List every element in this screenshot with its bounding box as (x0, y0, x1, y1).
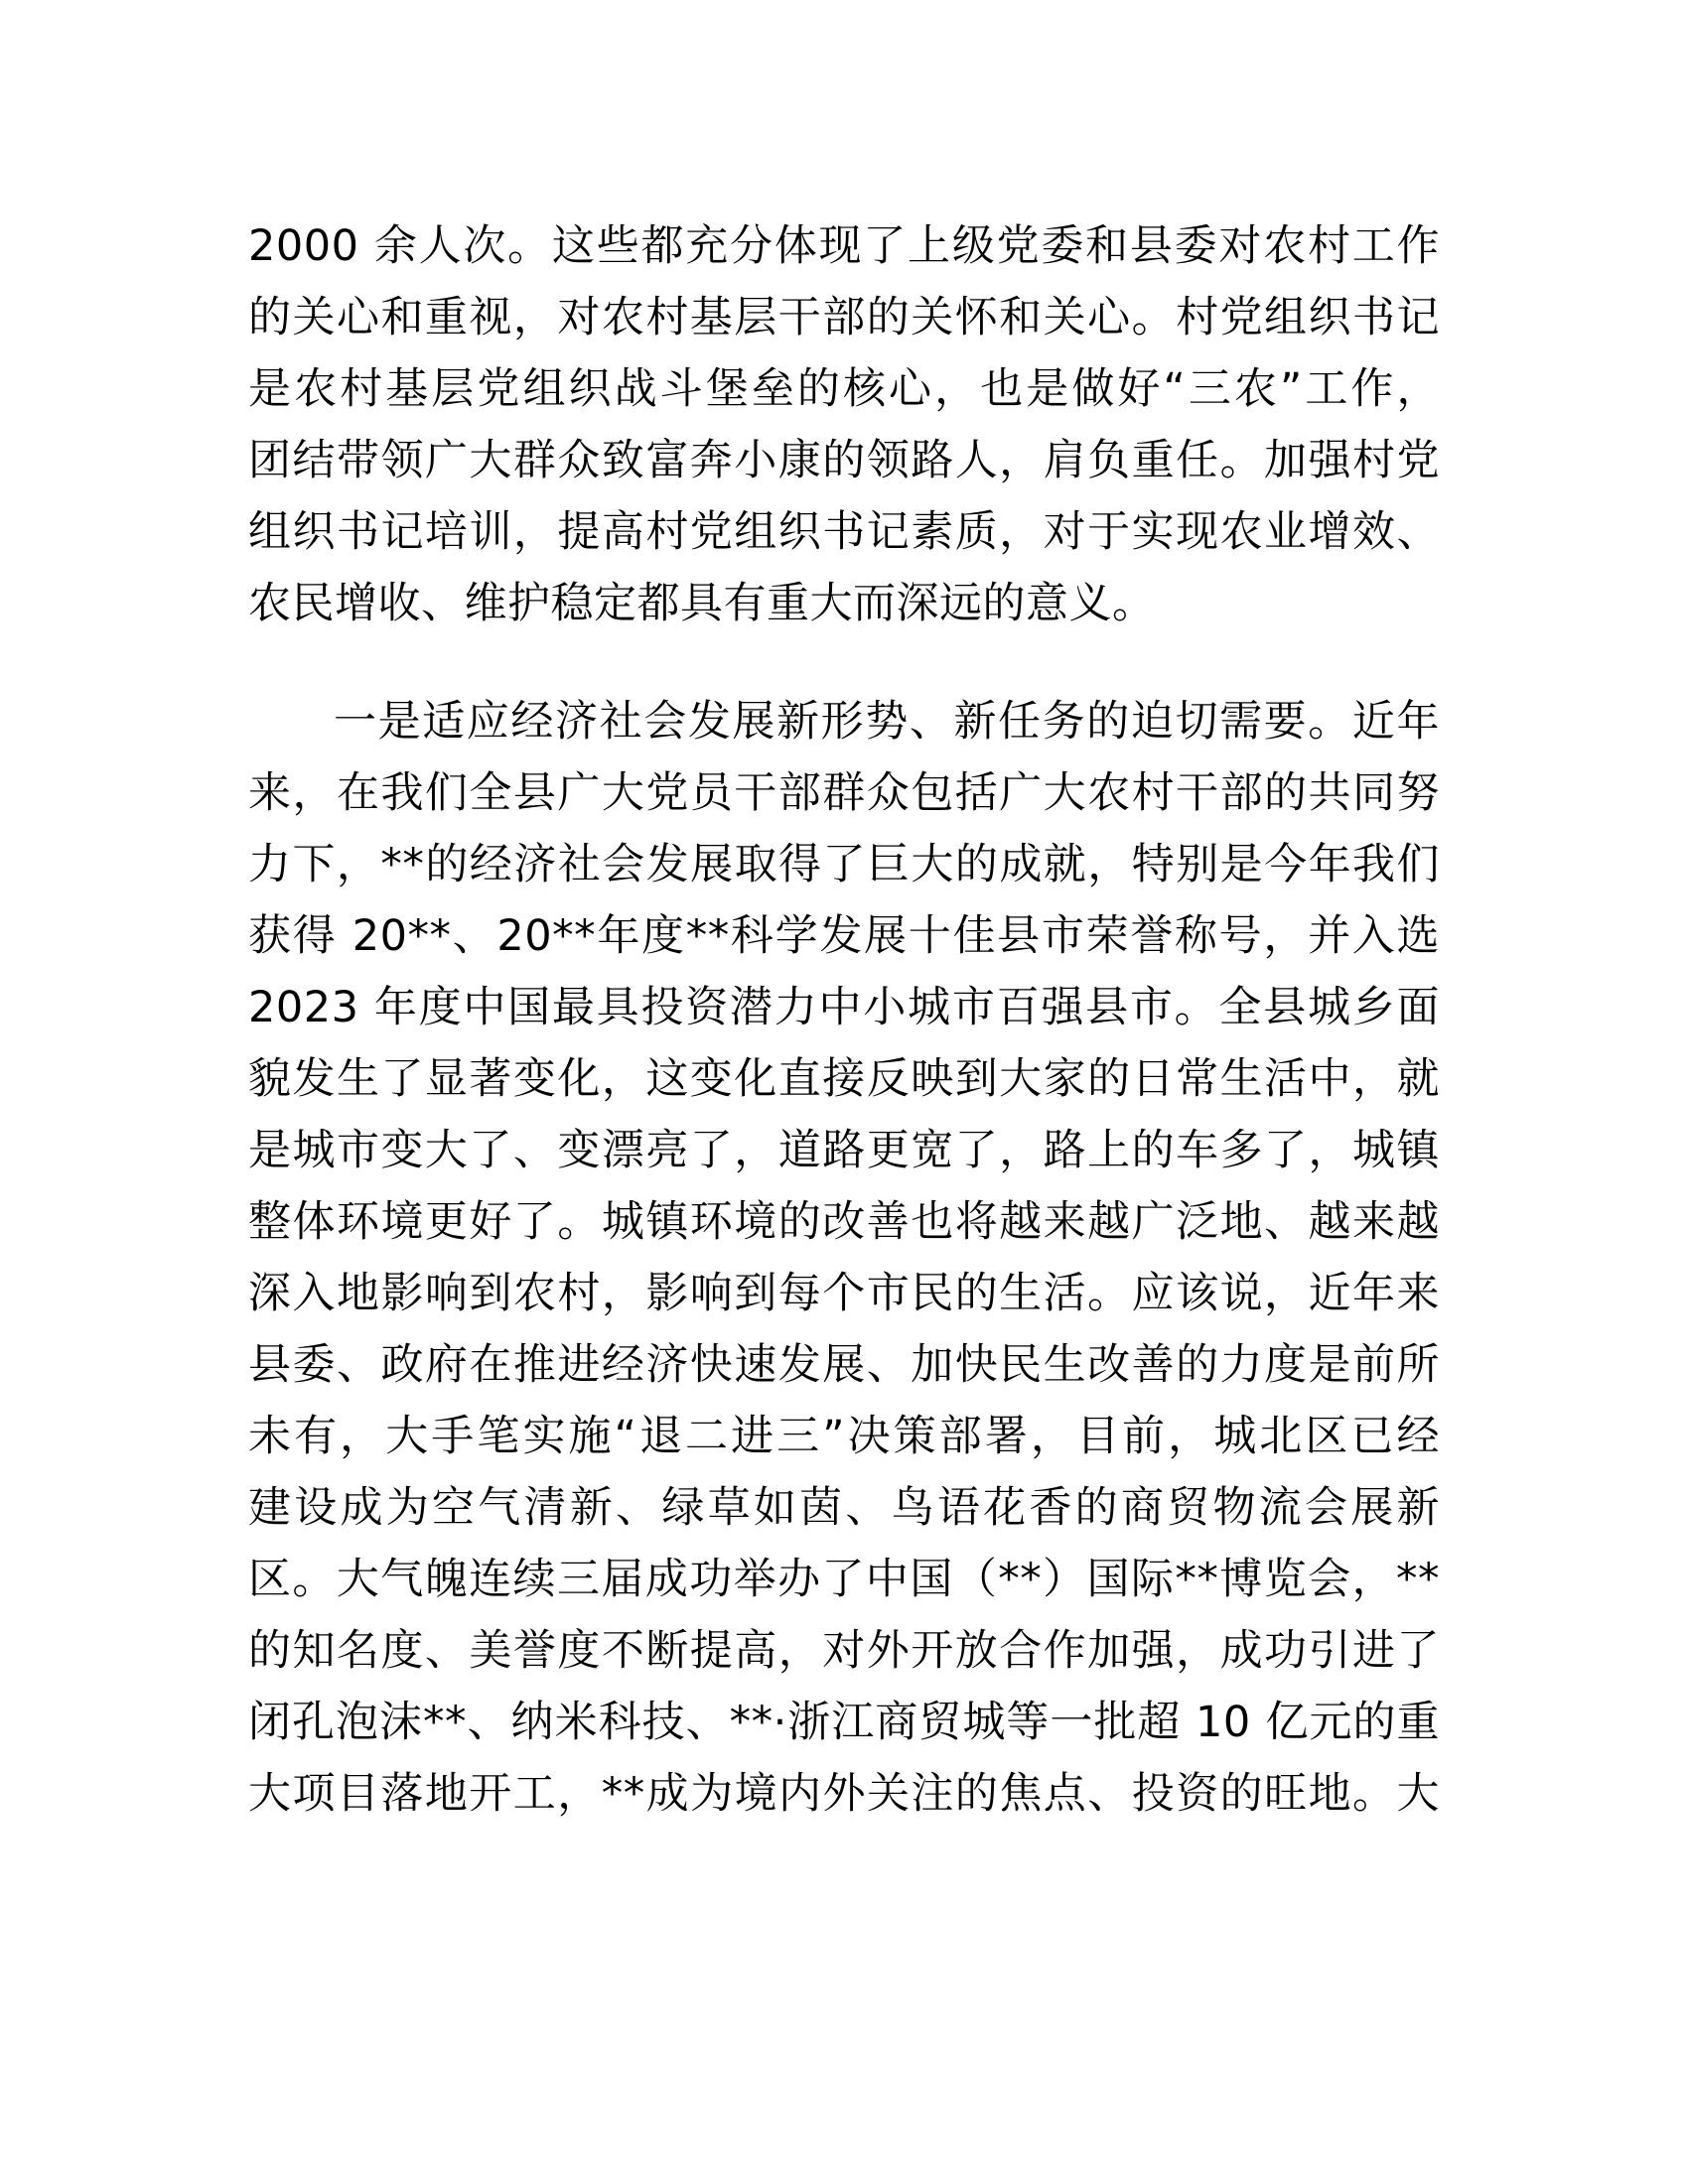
text-line: 貌发生了显著变化，这变化直接反映到大家的日常生活中，就 (248, 1054, 1440, 1104)
text-line: 的知名度、美誉度不断提高，对外开放合作加强，成功引进了 (248, 1626, 1440, 1676)
text-line: 闭孔泡沫**、纳米科技、**·浙江商贸城等一批超 10 亿元的重 (248, 1698, 1440, 1747)
text-line: 力下，**的经济社会发展取得了巨大的成就，特别是今年我们 (248, 840, 1440, 889)
text-line: 县委、政府在推进经济快速发展、加快民生改善的力度是前所 (248, 1340, 1440, 1390)
text-line: 获得 20**、20**年度**科学发展十佳县市荣誉称号，并入选 (248, 911, 1440, 961)
text-line: 大项目落地开工，**成为境内外关注的焦点、投资的旺地。大 (248, 1769, 1440, 1819)
text-line: 深入地影响到农村，影响到每个市民的生活。应该说，近年来 (248, 1269, 1440, 1318)
text-line: 2023 年度中国最具投资潜力中小城市百强县市。全县城乡面 (248, 983, 1440, 1032)
text-line: 来，在我们全县广大党员干部群众包括广大农村干部的共同努 (248, 768, 1440, 818)
text-line: 团结带领广大群众致富奔小康的领路人，肩负重任。加强村党 (248, 436, 1440, 485)
text-line: 组织书记培训，提高村党组织书记素质，对于实现农业增效、 (248, 507, 1440, 557)
text-line: 建设成为空气清新、绿草如茵、鸟语花香的商贸物流会展新 (248, 1483, 1440, 1533)
text-line: 是城市变大了、变漂亮了，道路更宽了，路上的车多了，城镇 (248, 1126, 1440, 1175)
text-line: 农民增收、维护稳定都具有重大而深远的意义。 (248, 579, 1156, 628)
text-line: 区。大气魄连续三届成功举办了中国（**）国际**博览会，** (248, 1555, 1440, 1604)
text-line: 的关心和重视，对农村基层干部的关怀和关心。村党组织书记 (248, 293, 1440, 342)
text-line: 整体环境更好了。城镇环境的改善也将越来越广泛地、越来越 (248, 1197, 1440, 1247)
text-line: 2000 余人次。这些都充分体现了上级党委和县委对农村工作 (248, 221, 1440, 271)
text-line: 是农村基层党组织战斗堡垒的核心，也是做好“三农”工作， (248, 364, 1440, 414)
text-line: 一是适应经济社会发展新形势、新任务的迫切需要。近年 (334, 697, 1440, 747)
text-line: 未有，大手笔实施“退二进三”决策部署，目前，城北区已经 (248, 1412, 1440, 1461)
